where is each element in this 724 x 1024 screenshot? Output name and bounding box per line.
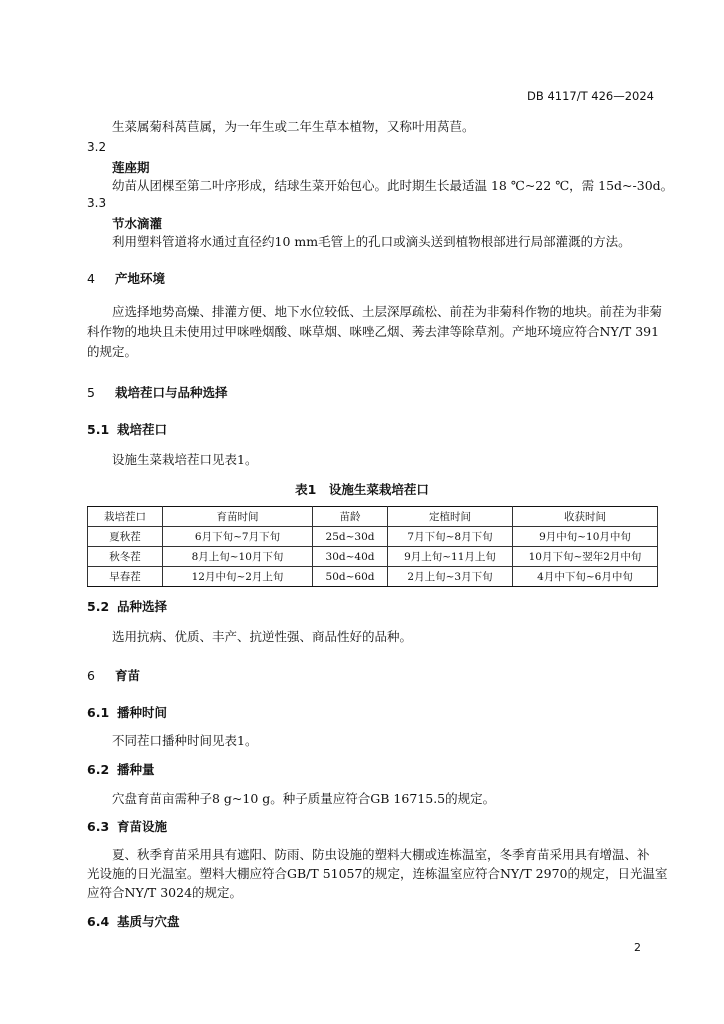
section-number: 5 — [87, 385, 95, 400]
table-row — [88, 567, 658, 587]
paragraph-line: 夏、秋季育苗采用具有遮阳、防雨、防虫设施的塑料大棚或连栋温室，冬季育苗采用具有增温、补 — [112, 847, 650, 862]
table-cell: 30d~40d — [313, 547, 388, 567]
section-title: 栽培茬口与品种选择 — [115, 385, 228, 400]
section-number: 6 — [87, 668, 95, 683]
intro-text: 生菜属菊科莴苣属，为一年生或二年生草本植物，又称叶用莴苣。 — [112, 119, 475, 134]
subsection-heading — [87, 760, 155, 778]
paragraph-line: 的规定。 — [87, 344, 138, 359]
table-cell: 50d~60d — [313, 567, 388, 587]
paragraph-text: 不同茬口播种时间见表1。 — [112, 733, 258, 748]
section-number: 6.2 — [87, 762, 110, 777]
term-number: 3.2 — [87, 140, 107, 154]
section-number: 4 — [87, 271, 95, 286]
term-definition: 幼苗从团棵至第二叶序形成，结球生菜开始包心。此时期生长最适温 18 ℃~22 ℃，需 15d~-30d。 — [112, 178, 674, 193]
paragraph-text: 穴盘育苗亩需种子8 g~10 g。种子质量应符合GB 16715.5的规定。 — [112, 791, 496, 806]
section-title: 栽培茬口 — [117, 422, 168, 437]
table-cell: 25d~30d — [313, 527, 388, 547]
section-title: 产地环境 — [115, 271, 166, 286]
section-title: 基质与穴盘 — [117, 914, 180, 929]
section-heading — [87, 383, 228, 401]
paragraph-line: 科作物的地块且未使用过甲咪唑烟酸、咪草烟、咪唑乙烟、莠去津等除草剂。产地环境应符合NY/T 391 — [87, 324, 660, 339]
table-cell: 9月上旬~11月上旬 — [388, 547, 513, 567]
term-definition: 利用塑料管道将水通过直径约10 mm毛管上的孔口或滴头送到植物根部进行局部灌溉的方法。 — [112, 234, 631, 249]
paragraph-line: 应选择地势高燥、排灌方便、地下水位较低、土层深厚疏松、前茬为非菊科作物的地块。前茬为非菊 — [112, 304, 663, 319]
column-header: 收获时间 — [513, 507, 658, 527]
subsection-heading — [87, 420, 167, 438]
column-header: 育苗时间 — [163, 507, 313, 527]
section-heading — [87, 269, 165, 287]
table-cell: 8月上旬~10月下旬 — [163, 547, 313, 567]
paragraph-line: 应符合NY/T 3024的规定。 — [87, 885, 243, 900]
section-title: 播种时间 — [117, 705, 168, 720]
table-title: 表1 设施生菜栽培茬口 — [295, 482, 429, 497]
column-header: 栽培茬口 — [88, 507, 163, 527]
term-title: 节水滴灌 — [112, 216, 163, 231]
term-number: 3.3 — [87, 196, 107, 210]
subsection-heading — [87, 703, 167, 721]
section-number: 5.2 — [87, 599, 110, 614]
subsection-heading — [87, 912, 180, 930]
table-cell: 2月上旬~3月下旬 — [388, 567, 513, 587]
section-number: 6.4 — [87, 914, 110, 929]
section-number: 5.1 — [87, 422, 110, 437]
section-title: 品种选择 — [117, 599, 168, 614]
section-title: 育苗设施 — [117, 819, 168, 834]
table-header-row — [88, 507, 658, 527]
table-cell: 9月中旬~10月中旬 — [513, 527, 658, 547]
table-cell: 10月下旬~翌年2月中旬 — [513, 547, 658, 567]
section-number: 6.3 — [87, 819, 110, 834]
section-heading — [87, 666, 140, 684]
document-code: DB 4117/T 426—2024 — [527, 89, 654, 103]
page-number: 2 — [634, 941, 641, 954]
table-cell: 夏秋茬 — [88, 527, 163, 547]
subsection-heading — [87, 817, 167, 835]
table-cell: 早春茬 — [88, 567, 163, 587]
section-number: 6.1 — [87, 705, 110, 720]
section-title: 育苗 — [115, 668, 141, 683]
term-title: 莲座期 — [112, 160, 150, 175]
column-header: 定植时间 — [388, 507, 513, 527]
table-row — [88, 547, 658, 567]
paragraph-text: 设施生菜栽培茬口见表1。 — [112, 452, 258, 467]
table-cell: 秋冬茬 — [88, 547, 163, 567]
table-cell: 4月中下旬~6月中旬 — [513, 567, 658, 587]
table-row — [88, 527, 658, 547]
paragraph-line: 光设施的日光温室。塑料大棚应符合GB/T 51057的规定，连栋温室应符合NY/T 2970的规定，日光温室 — [87, 866, 668, 881]
section-title: 播种量 — [117, 762, 155, 777]
cropping-schedule-table — [87, 506, 658, 587]
table-cell: 6月下旬~7月下旬 — [163, 527, 313, 547]
paragraph-text: 选用抗病、优质、丰产、抗逆性强、商品性好的品种。 — [112, 629, 413, 644]
table-cell: 7月下旬~8月下旬 — [388, 527, 513, 547]
table-cell: 12月中旬~2月上旬 — [163, 567, 313, 587]
subsection-heading — [87, 597, 167, 615]
column-header: 苗龄 — [313, 507, 388, 527]
